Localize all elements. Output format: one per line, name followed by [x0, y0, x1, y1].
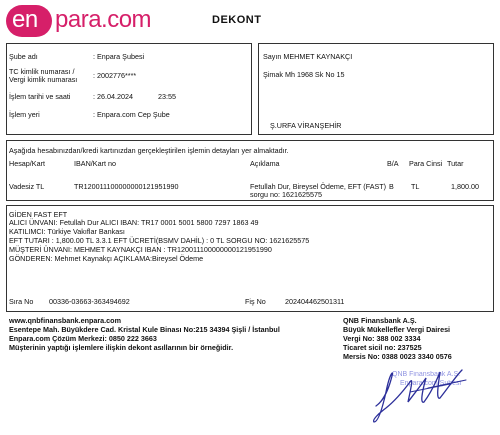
- header-ba: B/A: [387, 159, 399, 168]
- row-description-1: Fetullah Dur, Bireysel Ödeme, EFT (FAST): [250, 182, 387, 191]
- row-amount: 1,800.00: [451, 182, 479, 191]
- stamp-text-2: Enpara.com Şubesi: [400, 380, 462, 387]
- bank-name: QNB Finansbank A.Ş.: [343, 316, 417, 325]
- footer-address: Esentepe Mah. Büyükdere Cad. Kristal Kule Binası No:215 34394 Şişli / İstanbul: [9, 325, 280, 334]
- customer-name: Sayın MEHMET KAYNAKÇI: [263, 52, 353, 61]
- row-account: Vadesiz TL: [9, 182, 45, 191]
- transaction-place-value: : Enpara.com Cep Şube: [93, 110, 170, 119]
- branch-label: Şube adı: [9, 52, 38, 61]
- detail-line-4: EFT TUTARI : 1,800.00 TL 3.3.1 EFT ÜCRETİ(BSMV DAHİL) : 0 TL SORGU NO: 1621625575: [9, 236, 310, 245]
- stamp-text: QNB Finansbank A.Ş.: [392, 371, 461, 378]
- footer-note: Müşterinin yaptığı işlemlere ilişkin dekont asıllarının bir örneğidir.: [9, 343, 234, 352]
- fis-label: Fiş No: [245, 297, 266, 306]
- mersis-number: Mersis No: 0388 0023 3340 0576: [343, 352, 452, 361]
- detail-line-1: GİDEN FAST EFT: [9, 210, 68, 219]
- transaction-date-label: İşlem tarihi ve saati: [9, 92, 71, 101]
- row-iban: TR120011100000000121951990: [74, 182, 179, 191]
- detail-line-3: KATILIMCI: Türkiye Vakıflar Bankası: [9, 227, 125, 236]
- transactions-intro: Aşağıda hesabınızdan/kredi kartınızdan gerçekleştirilen işlemin detayları yer almaktadır.: [9, 146, 289, 155]
- stamp-and-signature: [370, 362, 470, 428]
- row-description-2: sorgu no: 1621625575: [250, 190, 322, 199]
- sira-value: 00336-03663-363494692: [49, 297, 130, 306]
- footer-phone: Enpara.com Çözüm Merkezi: 0850 222 3663: [9, 334, 157, 343]
- logo-para-text: para.com: [55, 6, 152, 33]
- footer-website: www.qnbfinansbank.enpara.com: [9, 316, 121, 325]
- document-title: DEKONT: [212, 14, 262, 26]
- trade-registry: Ticaret sicil no: 237525: [343, 343, 422, 352]
- enpara-logo: [6, 4, 186, 38]
- tax-number: Vergi No: 388 002 3334: [343, 334, 421, 343]
- header-account: Hesap/Kart: [9, 159, 45, 168]
- tax-id-value: : 2002776****: [93, 71, 137, 80]
- tax-id-label-2: Vergi kimlik numarası: [9, 75, 78, 84]
- header-currency: Para Cinsi: [409, 159, 443, 168]
- header-description: Açıklama: [250, 159, 280, 168]
- sira-label: Sıra No: [9, 297, 34, 306]
- row-currency: TL: [411, 182, 420, 191]
- tax-id-label: TC kimlik numarası /: [9, 67, 75, 76]
- row-ba: B: [389, 182, 394, 191]
- transaction-place-label: İşlem yeri: [9, 110, 40, 119]
- fis-value: 202404462501311: [285, 297, 345, 306]
- detail-line-2: ALICI ÜNVANI: Fetullah Dur ALICI IBAN: TR17 0001 5001 5800 7297 1863 49: [9, 218, 259, 227]
- detail-line-5: MÜŞTERİ ÜNVANI: MEHMET KAYNAKÇI IBAN : TR120011100000000121951990: [9, 245, 272, 254]
- customer-address: Şimak Mh 1968 Sk No 15: [263, 70, 345, 79]
- branch-value: : Enpara Şubesi: [93, 52, 145, 61]
- transaction-time-value: 23:55: [158, 92, 176, 101]
- header-iban: IBAN/Kart no: [74, 159, 116, 168]
- header-amount: Tutar: [447, 159, 464, 168]
- tax-office: Büyük Mükellefler Vergi Dairesi: [343, 325, 451, 334]
- customer-city: Ş.URFA VİRANŞEHİR: [270, 121, 342, 130]
- transaction-date-value: : 26.04.2024: [93, 92, 133, 101]
- detail-line-6: GÖNDEREN: Mehmet Kaynakçı AÇIKLAMA:Bireysel Ödeme: [9, 254, 204, 263]
- logo-en-text: en: [12, 6, 38, 33]
